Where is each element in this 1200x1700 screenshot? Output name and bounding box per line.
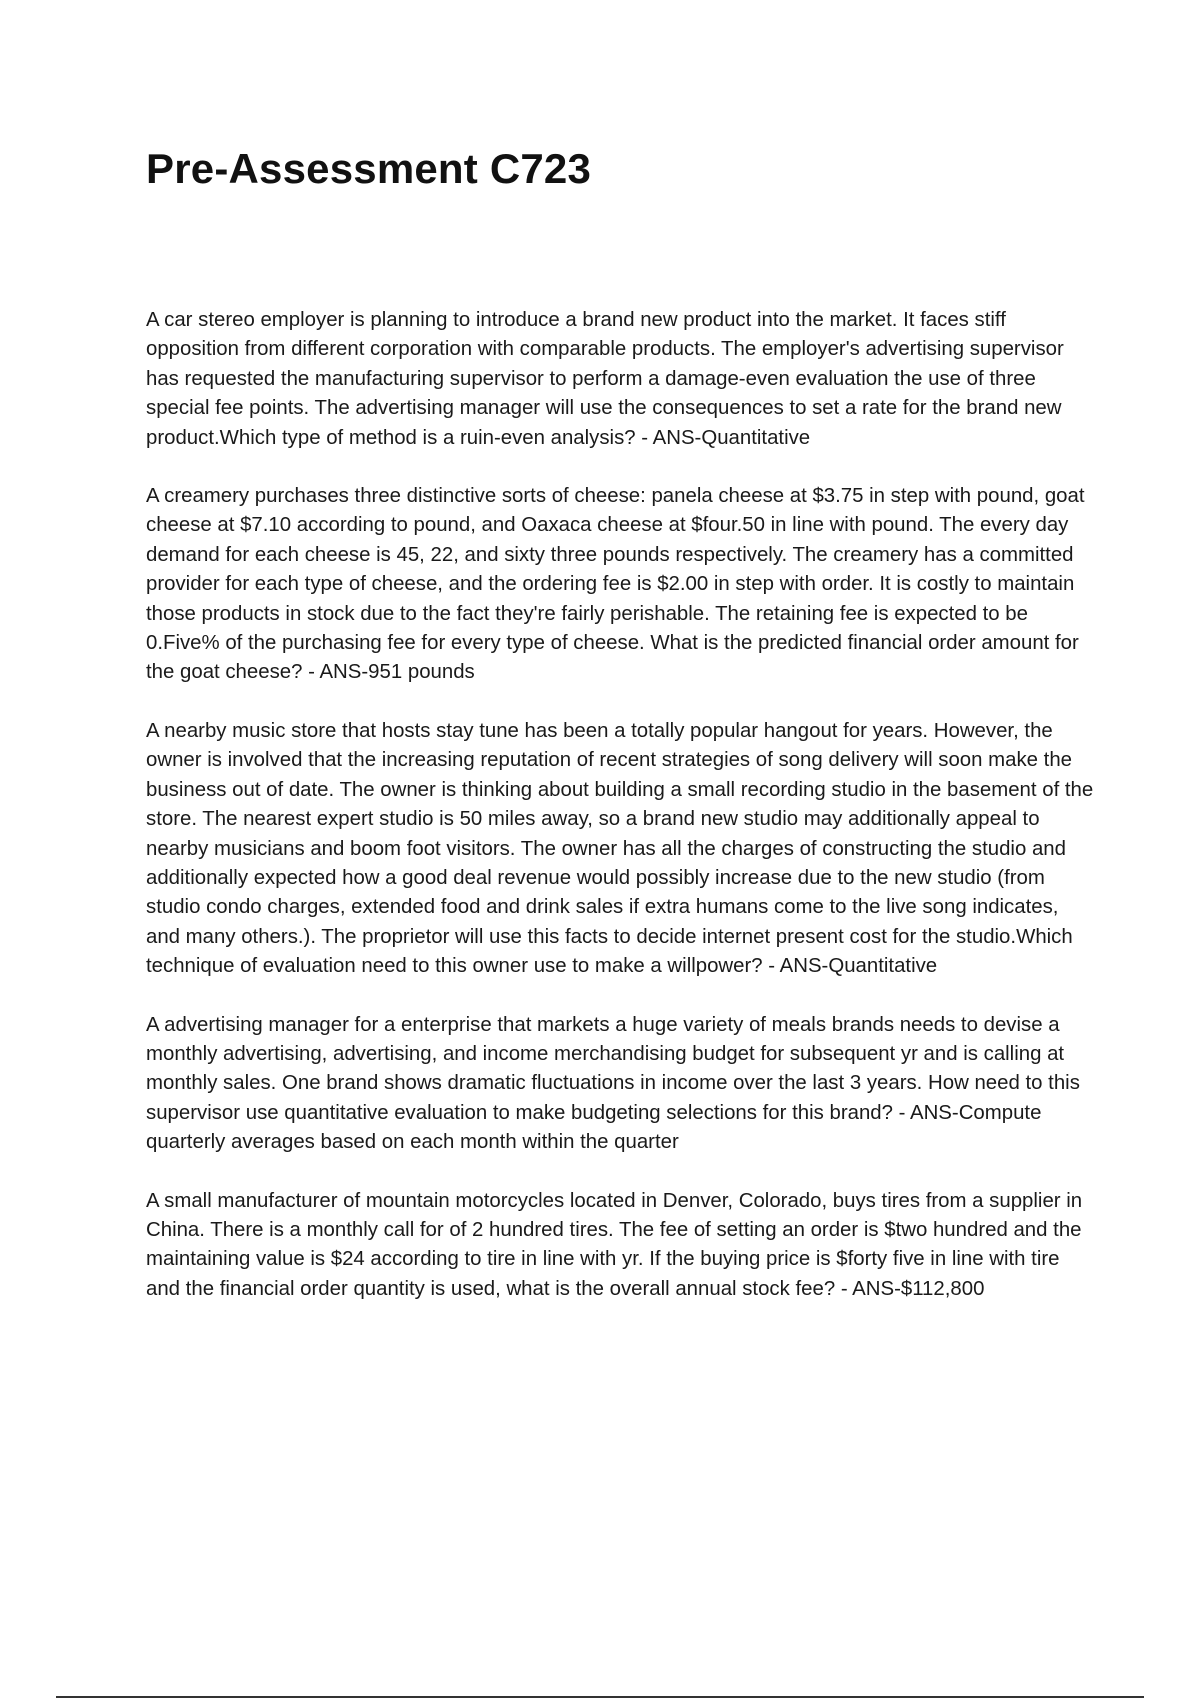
question-answer-paragraph: A creamery purchases three distinctive sorts of cheese: panela cheese at $3.75 in step with pound, goat cheese at $7.10 according to pound, and Oaxaca cheese at $four.50 in line with pound. The every day demand for each cheese is 45, 22, and sixty three pounds respectively. The creamery has a committed provider for each type of cheese, and the ordering fee is $2.00 in step with order. It is costly to maintain those products in stock due to the fact they're fairly perishable. The retaining fee is expected to be 0.Five% of the purchasing fee for every type of cheese. What is the predicted financial order amount for the goat cheese? - ANS-951 pounds [146, 485, 1085, 684]
question-answer-paragraph: A advertising manager for a enterprise that markets a huge variety of meals brands needs to devise a monthly advertising, advertising, and income merchandising budget for subsequent yr and is calling at monthly sales. One brand shows dramatic fluctuations in income over the last 3 years. How need to this supervisor use quantitative evaluation to make budgeting selections for this brand? - ANS-Compute quarterly averages based on each month within the quarter [146, 1013, 1080, 1154]
document-title: Pre-Assessment C723 [146, 145, 592, 192]
question-answer-paragraph: A car stereo employer is planning to introduce a brand new product into the market. It faces stiff opposition from different corporation with comparable products. The employer's advertising supervisor has requested the manufacturing supervisor to perform a damage-even evaluation the use of three special fee points. The advertising manager will use the consequences to set a rate for the brand new product.Which type of method is a ruin-even analysis? - ANS-Quantitative [146, 309, 1064, 449]
question-answer-paragraph: A small manufacturer of mountain motorcycles located in Denver, Colorado, buys tires from a supplier in China. There is a monthly call for of 2 hundred tires. The fee of setting an order is $two hundred and the maintaining value is $24 according to tire in line with yr. If the buying price is $forty five in line with tire and the financial order quantity is used, what is the overall annual stock fee? - ANS-$112,800 [146, 1189, 1083, 1300]
question-answer-paragraph: A nearby music store that hosts stay tune has been a totally popular hangout for years. However, the owner is involved that the increasing reputation of recent strategies of song delivery will soon make the business out of date. The owner is thinking about building a small recording studio in the basement of the store. The nearest expert studio is 50 miles away, so a brand new studio may additionally appeal to nearby musicians and boom foot visitors. The owner has all the charges of constructing the studio and additionally expected how a good deal revenue would possibly increase due to the new studio (from studio condo charges, extended food and drink sales if extra humans come to the live song indicates, and many others.). The proprietor will use this facts to decide internet present cost for the studio.Which technique of evaluation need to this owner use to make a willpower? - ANS-Quantitative [146, 719, 1094, 978]
page-bottom-divider [56, 1696, 1144, 1698]
document-body [146, 306, 1096, 1333]
